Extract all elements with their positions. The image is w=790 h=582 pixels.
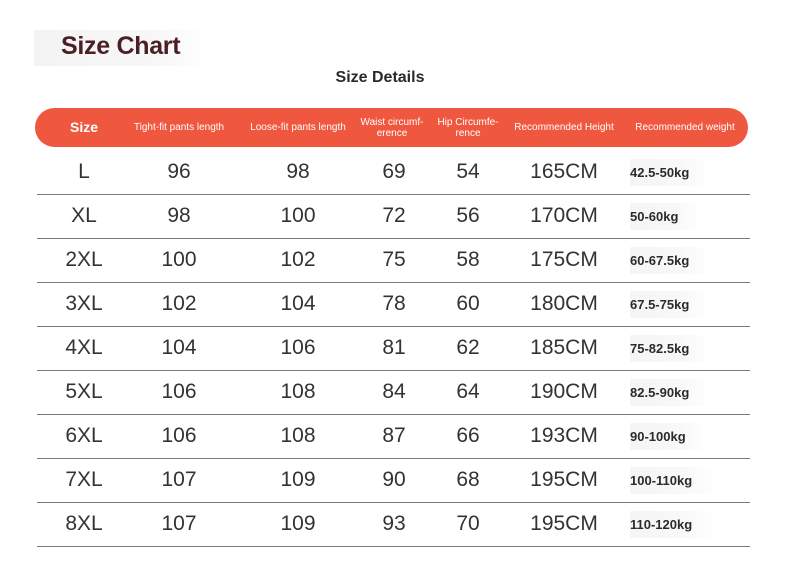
weight-cell [630,282,770,326]
height-cell: 165CM [530,160,598,183]
waist-cell: 93 [382,512,406,535]
loose-length-cell: 104 [280,292,316,315]
loose-length-cell: 106 [280,336,316,359]
height-cell: 190CM [530,380,598,403]
table-row [37,458,750,503]
size-cell: L [78,160,90,183]
weight-cell [630,238,770,282]
size-cell: 3XL [65,292,103,315]
weight-cell [630,194,770,238]
weight-value: 90-100kg [630,423,710,450]
waist-cell: 75 [382,248,406,271]
hip-cell: 64 [456,380,480,403]
tight-length-cell: 107 [161,468,197,491]
header-size: Size [69,119,98,135]
section-subtitle: Size Details [335,69,425,86]
tight-length-cell: 102 [161,292,197,315]
height-cell: 193CM [530,424,598,447]
hip-cell: 58 [456,248,480,271]
hip-cell: 54 [456,160,480,183]
height-cell: 185CM [530,336,598,359]
weight-cell [630,414,770,458]
waist-cell: 81 [382,336,406,359]
header-waist-line2: erence [376,127,408,139]
size-cell: XL [71,204,97,227]
size-cell: 5XL [65,380,103,403]
size-cell: 4XL [65,336,103,359]
header-hip [431,108,505,147]
hip-cell: 62 [456,336,480,359]
header-weight: Recommended weight [635,122,735,133]
hip-cell: 70 [456,512,480,535]
header-loose-length: Loose-fit pants length [250,122,346,133]
header-tight-length: Tight-fit pants length [133,122,225,133]
loose-length-cell: 108 [280,424,316,447]
waist-cell: 69 [382,160,406,183]
hip-cell: 56 [456,204,480,227]
table-row [37,370,750,415]
waist-cell: 90 [382,468,406,491]
weight-value: 82.5-90kg [630,379,713,406]
weight-value: 42.5-50kg [630,159,713,186]
height-cell: 195CM [530,512,598,535]
weight-value: 67.5-75kg [630,291,713,318]
size-cell: 6XL [65,424,103,447]
tight-length-cell: 100 [161,248,197,271]
loose-length-cell: 109 [280,512,316,535]
loose-length-cell: 102 [280,248,316,271]
waist-cell: 84 [382,380,406,403]
header-height: Recommended Height [514,122,614,133]
table-row [37,326,750,371]
table-row [37,414,750,459]
table-row [37,194,750,239]
height-cell: 170CM [530,204,598,227]
tight-length-cell: 106 [161,380,197,403]
weight-value: 60-67.5kg [630,247,713,274]
weight-value: 50-60kg [630,203,702,230]
weight-cell [630,150,770,194]
height-cell: 180CM [530,292,598,315]
loose-length-cell: 100 [280,204,316,227]
weight-cell [630,326,770,370]
size-cell: 2XL [65,248,103,271]
waist-cell: 87 [382,424,406,447]
height-cell: 195CM [530,468,598,491]
loose-length-cell: 98 [286,160,310,183]
header-hip-line1: Hip Circumfe- [437,116,499,128]
height-cell: 175CM [530,248,598,271]
header-waist [355,108,429,147]
table-row [37,150,750,195]
hip-cell: 66 [456,424,480,447]
weight-value: 75-82.5kg [630,335,713,362]
table-header [35,108,748,147]
tight-length-cell: 98 [167,204,191,227]
hip-cell: 68 [456,468,480,491]
tight-length-cell: 104 [161,336,197,359]
table-row [37,238,750,283]
size-cell: 8XL [65,512,103,535]
table-row [37,282,750,327]
waist-cell: 78 [382,292,406,315]
weight-value: 110-120kg [630,511,716,538]
header-hip-line2: rence [455,127,481,139]
header-waist-line1: Waist circumf- [360,116,424,128]
weight-cell [630,458,770,502]
weight-value: 100-110kg [630,467,716,494]
tight-length-cell: 96 [167,160,191,183]
table-row [37,502,750,547]
tight-length-cell: 107 [161,512,197,535]
tight-length-cell: 106 [161,424,197,447]
hip-cell: 60 [456,292,480,315]
page-title: Size Chart [61,32,181,60]
size-cell: 7XL [65,468,103,491]
loose-length-cell: 108 [280,380,316,403]
weight-cell [630,370,770,414]
loose-length-cell: 109 [280,468,316,491]
weight-cell [630,502,770,546]
waist-cell: 72 [382,204,406,227]
